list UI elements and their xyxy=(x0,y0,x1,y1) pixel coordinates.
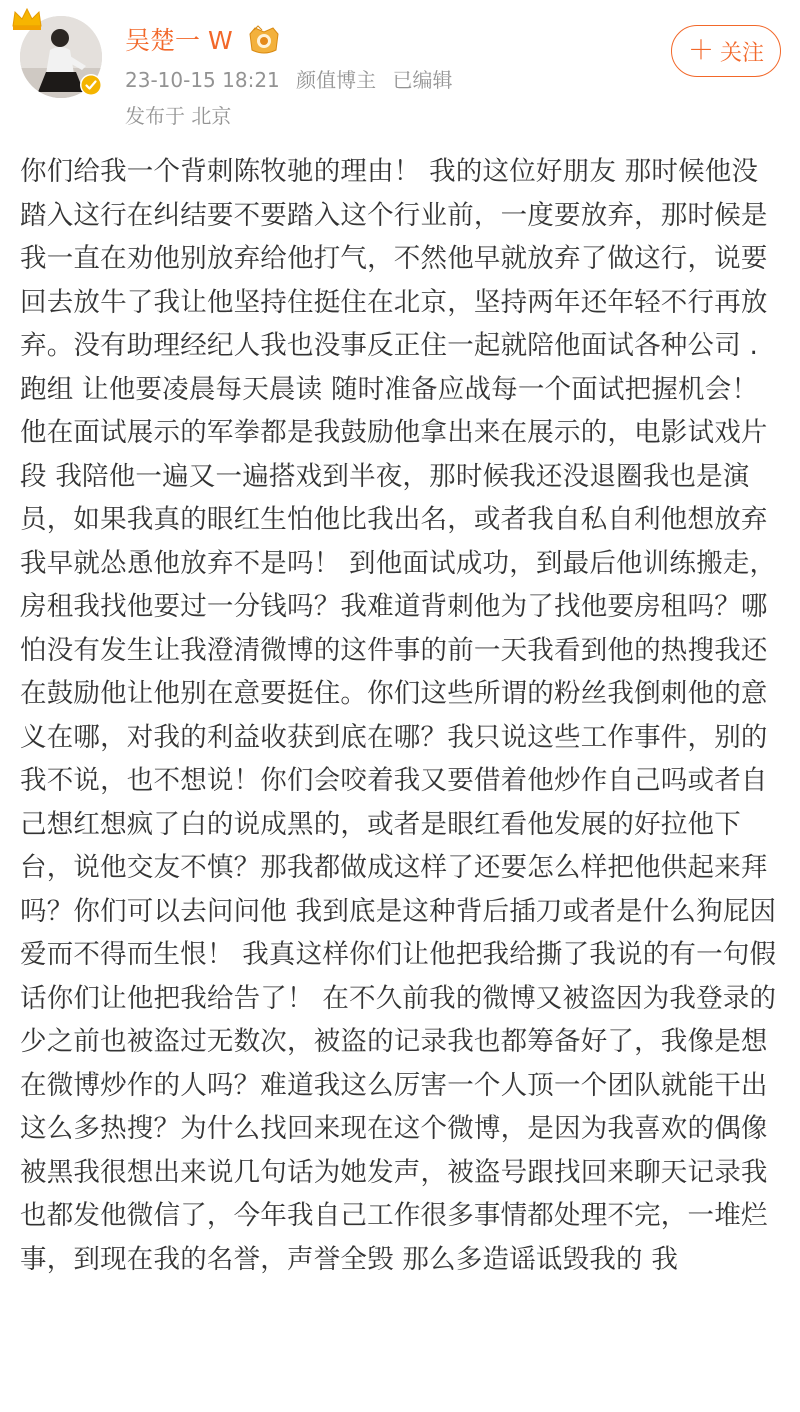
post-header xyxy=(0,0,800,140)
post-location: 发布于 北京 xyxy=(125,104,232,128)
vip-level-badge-icon xyxy=(246,24,282,58)
post-timestamp: 23-10-15 18:21 xyxy=(125,68,280,92)
edited-label[interactable]: 已编辑 xyxy=(392,68,453,92)
follow-button[interactable] xyxy=(671,25,781,77)
crown-icon xyxy=(10,6,44,32)
avatar-container[interactable] xyxy=(20,16,102,98)
author-tag: 颜值博主 xyxy=(296,68,377,92)
plus-icon: ＋ xyxy=(687,36,714,66)
post-body-text: 你们给我一个背刺陈牧驰的理由！ 我的这位好朋友 那时候他没踏入这行在纠结要不要踏入这个行业前，一度要放弃，那时候是我一直在劝他别放弃给他打气，不然他早就放弃了做这行，说要回去放牛了我让他坚持住挺住在北京，坚持两年还年轻不行再放弃。没有助理经纪人我也没事反正住一起就陪他面试各种公司 .跑组 让他要凌晨每天晨读 随时准备应战每一个面试把握机会！ 他在面试展示的军拳都是我鼓励他拿出来在展示的，电影试戏片段 我陪他一遍又一遍搭戏到半夜，那时候我还没退圈我也是演员，如果我真的眼红生怕他比我出名，或者我自私自利他想放弃我早就怂恿他放弃不是吗！ 到他面试成功，到最后他训练搬走，房租我找他要过一分钱吗？我难道背刺他为了找他要房租吗？哪怕没有发生让我澄清微博的这件事的前一天我看到他的热搜我还在鼓励他让他别在意要挺住。你们这些所谓的粉丝我倒刺他的意义在哪，对我的利益收获到底在哪？我只说这些工作事件，别的我不说，也不想说！你们会咬着我又要借着他炒作自己吗或者自己想红想疯了白的说成黑的，或者是眼红看他发展的好拉他下台，说他交友不慎？那我都做成这样了还要怎么样把他供起来拜吗？你们可以去问问他 我到底是这种背后插刀或者是什么狗屁因爱而不得而生恨！ 我真这样你们让他把我给撕了我说的有一句假话你们让他把我给告了！ 在不久前我的微博又被盗因为我登录的少之前也被盗过无数次，被盗的记录我也都筹备好了，我像是想在微博炒作的人吗？难道我这么厉害一个人顶一个团队就能干出这么多热搜？为什么找回来现在这个微博，是因为我喜欢的偶像被黑我很想出来说几句话为她发声，被盗号跟找回来聊天记录我也都发他微信了，今年我自己工作很多事情都处理不完，一堆烂事，到现在我的名誉，声誉全毁 那么多造谣诋毁我的 我 xyxy=(20,156,777,1275)
verified-badge-icon xyxy=(80,74,102,96)
username[interactable]: 吴楚一 W xyxy=(125,26,233,55)
follow-label: 关注 xyxy=(720,40,765,66)
post-meta xyxy=(125,66,463,94)
